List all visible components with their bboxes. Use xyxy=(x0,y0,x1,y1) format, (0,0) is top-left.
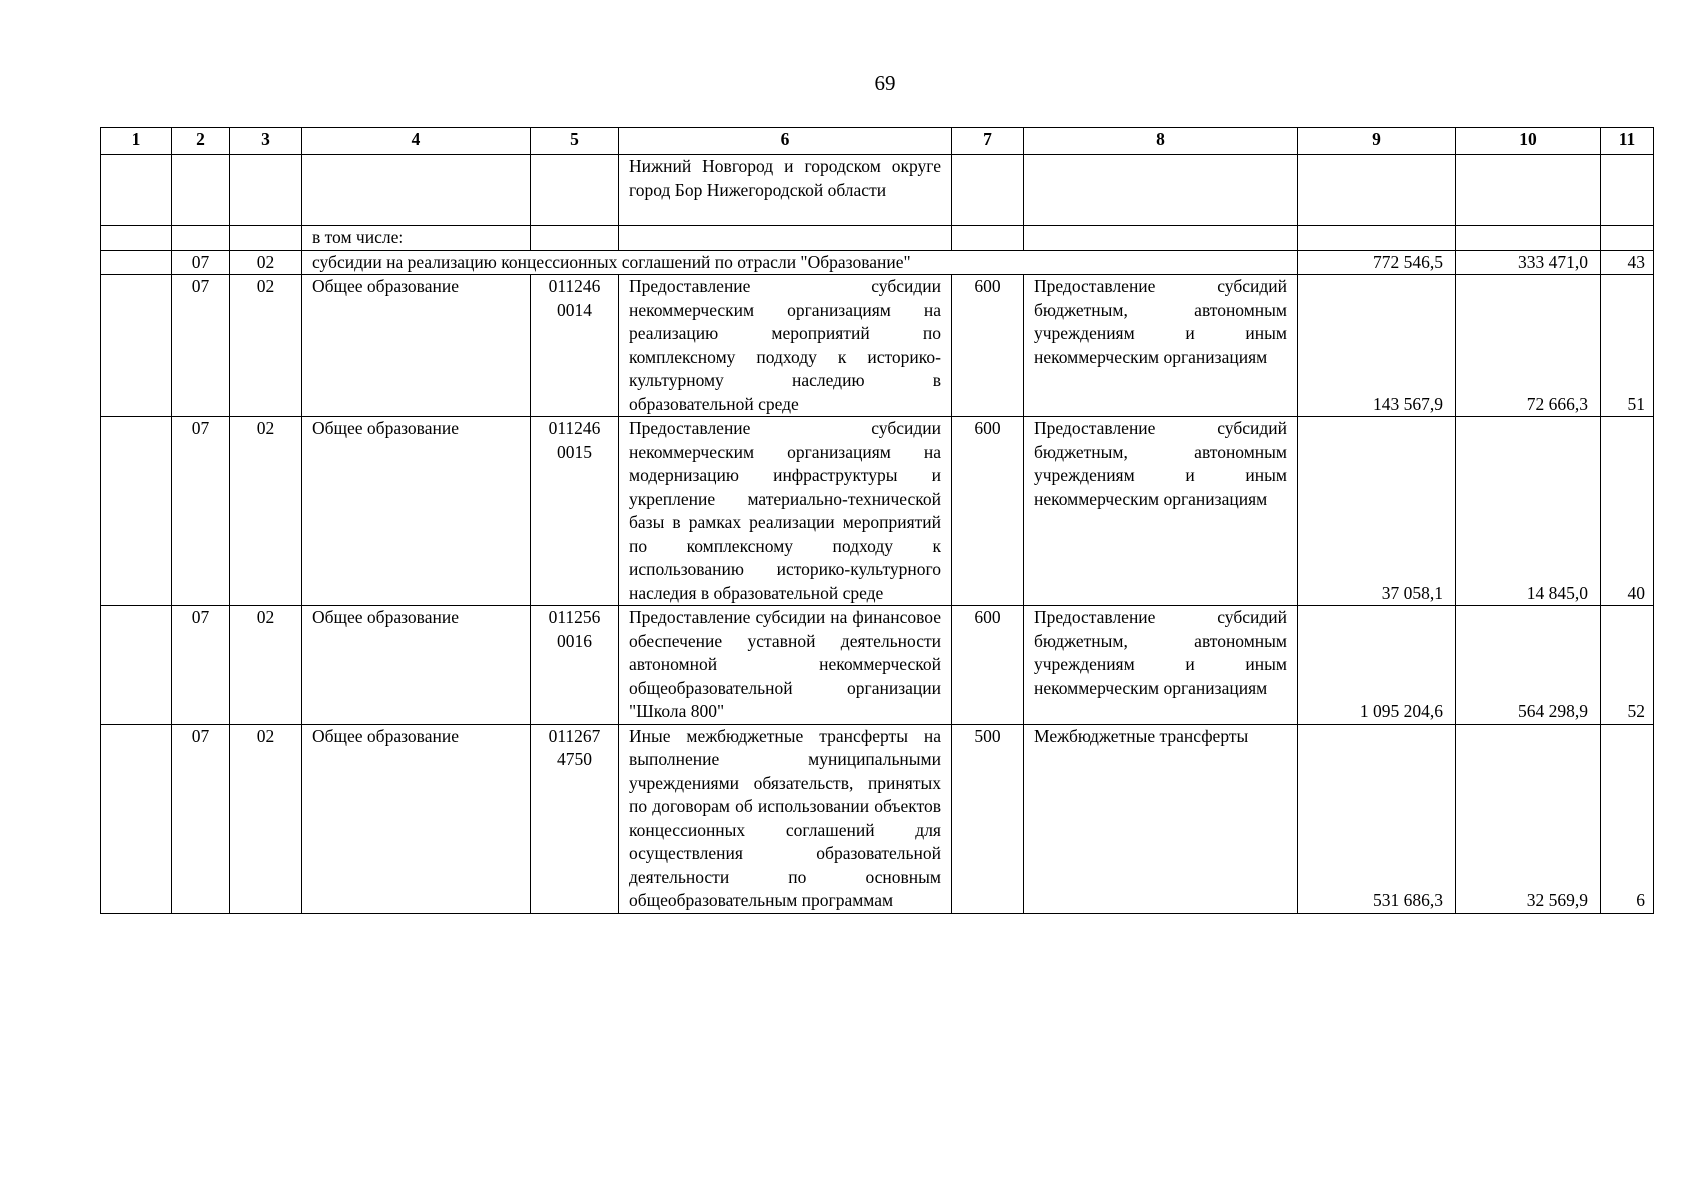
column-header: 6 xyxy=(619,128,952,155)
amount-col10: 72 666,3 xyxy=(1456,275,1601,417)
page-number: 69 xyxy=(874,71,896,95)
subtotal-label: субсидии на реализацию концессионных соглашений по отрасли "Образование" xyxy=(302,250,1298,275)
column-header: 9 xyxy=(1298,128,1456,155)
section-code: 07 xyxy=(172,606,230,725)
target-article-code xyxy=(531,724,619,913)
code-part: 011246 xyxy=(548,276,601,296)
target-article-code xyxy=(531,417,619,606)
subsection-name: Общее образование xyxy=(302,417,531,606)
section-code: 07 xyxy=(172,275,230,417)
column-number-row xyxy=(101,128,1654,155)
subsection-code: 02 xyxy=(230,606,302,725)
amount-col9: 772 546,5 xyxy=(1298,250,1456,275)
code-part: 011267 xyxy=(548,725,601,746)
subsection-name: Общее образование xyxy=(302,724,531,913)
code-part: 4750 xyxy=(557,749,592,769)
column-header: 1 xyxy=(101,128,172,155)
description-cell: Нижний Новгород и городском округе город Бор Нижегородской области xyxy=(619,155,952,226)
value-col11: 43 xyxy=(1601,250,1654,275)
subsection-code: 02 xyxy=(230,724,302,913)
column-header: 2 xyxy=(172,128,230,155)
expense-type-code: 500 xyxy=(952,724,1024,913)
amount-col9: 143 567,9 xyxy=(1298,275,1456,417)
value-col11: 40 xyxy=(1601,417,1654,606)
code-part: 011246 xyxy=(548,418,601,438)
subsection-name: Общее образование xyxy=(302,606,531,725)
target-article-code xyxy=(531,606,619,725)
continuation-row xyxy=(101,155,1654,226)
expense-type-code: 600 xyxy=(952,417,1024,606)
subsection-code: 02 xyxy=(230,275,302,417)
subsection-code: 02 xyxy=(230,417,302,606)
column-header: 11 xyxy=(1601,128,1654,155)
expense-type-code: 600 xyxy=(952,606,1024,725)
column-header: 8 xyxy=(1024,128,1298,155)
expense-type-name: Предоставление субсидий бюджетным, автономным учреждениям и иным некоммерческим организациям xyxy=(1024,606,1298,725)
amount-col9: 37 058,1 xyxy=(1298,417,1456,606)
code-part: 0016 xyxy=(557,630,592,651)
description-cell: Предоставление субсидии на финансовое обеспечение уставной деятельности автономной некоммерческой общеобразовательной организации "Школа 800" xyxy=(619,606,952,725)
amount-col10: 14 845,0 xyxy=(1456,417,1601,606)
code-part: 0015 xyxy=(557,441,592,462)
column-header: 7 xyxy=(952,128,1024,155)
table-row xyxy=(101,606,1654,725)
subheader-row xyxy=(101,226,1654,251)
section-code: 07 xyxy=(172,250,230,275)
column-header: 4 xyxy=(302,128,531,155)
table-row xyxy=(101,417,1654,606)
table-row xyxy=(101,275,1654,417)
description-cell: Предоставление субсидии некоммерческим организациям на модернизацию инфраструктуры и укрепление материально-технической базы в рамках реализации мероприятий по комплексному подходу к использованию историко-культурного наследия в образовательной среде xyxy=(619,417,952,606)
code-part: 011256 xyxy=(548,607,601,627)
value-col11: 51 xyxy=(1601,275,1654,417)
expense-type-name: Межбюджетные трансферты xyxy=(1024,724,1298,913)
table-row xyxy=(101,724,1654,913)
amount-col10: 564 298,9 xyxy=(1456,606,1601,725)
value-col11: 6 xyxy=(1601,724,1654,913)
column-header: 10 xyxy=(1456,128,1601,155)
section-code: 07 xyxy=(172,724,230,913)
value-col11: 52 xyxy=(1601,606,1654,725)
amount-col10: 333 471,0 xyxy=(1456,250,1601,275)
amount-col9: 531 686,3 xyxy=(1298,724,1456,913)
column-header: 3 xyxy=(230,128,302,155)
including-label: в том числе: xyxy=(302,226,531,251)
expense-type-name: Предоставление субсидий бюджетным, автономным учреждениям и иным некоммерческим организациям xyxy=(1024,417,1298,606)
expense-type-code: 600 xyxy=(952,275,1024,417)
subsection-name: Общее образование xyxy=(302,275,531,417)
amount-col10: 32 569,9 xyxy=(1456,724,1601,913)
column-header: 5 xyxy=(531,128,619,155)
amount-col9: 1 095 204,6 xyxy=(1298,606,1456,725)
expense-type-name: Предоставление субсидий бюджетным, автономным учреждениям и иным некоммерческим организациям xyxy=(1024,275,1298,417)
target-article-code xyxy=(531,275,619,417)
subsection-code: 02 xyxy=(230,250,302,275)
section-code: 07 xyxy=(172,417,230,606)
description-cell: Иные межбюджетные трансферты на выполнение муниципальными учреждениями обязательств, принятых по договорам об использовании объектов концессионных соглашений для осуществления образовательной деятельности по основным общеобразовательным программам xyxy=(619,724,952,913)
description-cell: Предоставление субсидии некоммерческим организациям на реализацию мероприятий по комплексному подходу к историко-культурному наследию в образовательной среде xyxy=(619,275,952,417)
code-part: 0014 xyxy=(557,299,592,320)
subtotal-row xyxy=(101,250,1654,275)
budget-table xyxy=(100,127,1654,914)
